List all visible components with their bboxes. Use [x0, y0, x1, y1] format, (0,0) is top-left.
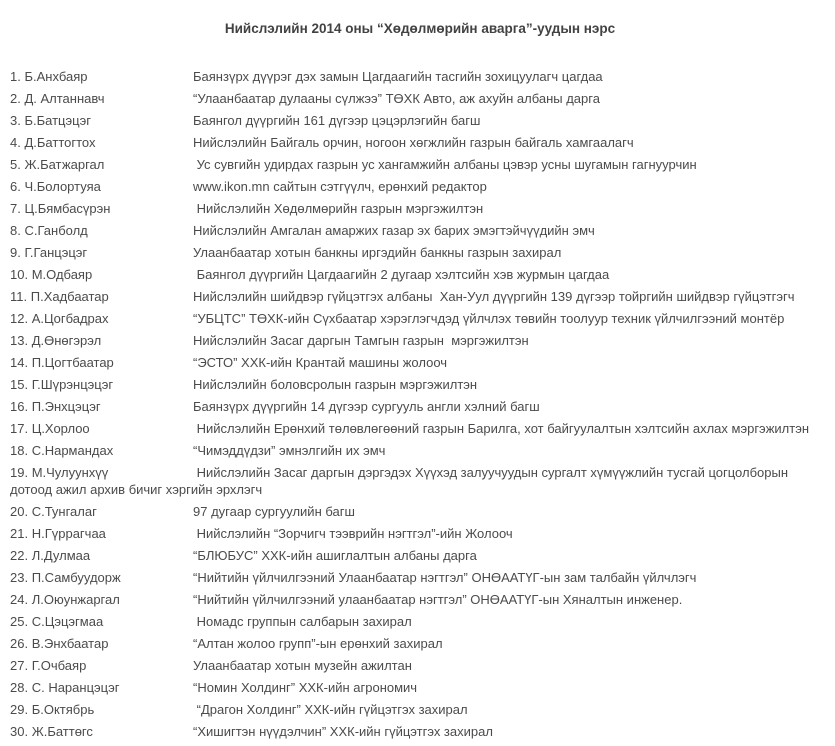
list-item — [10, 635, 830, 652]
list-item — [10, 525, 830, 542]
awardee-name: С. Наранцэцэг — [31, 680, 120, 695]
awardee-description: “Улаанбаатар дулааны сүлжээ” ТӨХК Авто, аж ахуйн албаны дарга — [193, 91, 600, 106]
awardee-description: Баянзүрх дүүргийн 14 дүгээр сургууль англи хэлний багш — [193, 399, 540, 414]
awardee-name: Ц.Хорлоо — [31, 421, 90, 436]
awardee-name: Ж.Батжаргал — [24, 157, 105, 172]
awardee-number: 17. — [10, 421, 29, 436]
list-item — [10, 310, 830, 327]
list-item — [10, 178, 830, 195]
awardee-number: 4. — [10, 135, 21, 150]
awardee-name-cell — [10, 90, 193, 107]
awardee-description: Нийслэлийн Засаг даргын дэргэдэх Хүүхэд залуучуудын сургалт хүмүүжлийн тусгай цогцолборын дотоод ажил архив бичиг хэргийн эрхлэгч — [10, 465, 792, 497]
list-item — [10, 657, 830, 674]
awardee-number: 20. — [10, 504, 29, 519]
awardee-description: “ЭСТО” ХХК-ийн Крантай машины жолооч — [193, 355, 448, 370]
list-item — [10, 332, 830, 349]
list-item — [10, 134, 830, 151]
awardee-name-cell — [10, 547, 193, 564]
list-item — [10, 723, 830, 740]
awardee-name: Г.Шүрэнцэцэг — [31, 377, 114, 392]
awardee-description: Нийслэлийн Хөдөлмөрийн газрын мэргэжилтэн — [193, 201, 484, 216]
awardee-number: 22. — [10, 548, 29, 563]
list-item — [10, 420, 830, 437]
awardee-description: Нийслэлийн боловсролын газрын мэргэжилтэн — [193, 377, 478, 392]
awardee-number: 8. — [10, 223, 21, 238]
awardee-description: Нийслэлийн Байгаль орчин, ногоон хөгжлийн газрын байгаль хамгаалагч — [193, 135, 634, 150]
awardee-number: 27. — [10, 658, 29, 673]
awardee-name-cell — [10, 503, 193, 520]
awardee-name-cell — [10, 525, 193, 542]
awardee-description: Нийслэлийн Засаг даргын Тамгын газрын мэргэжилтэн — [193, 333, 529, 348]
awardee-number: 19. — [10, 465, 29, 480]
awardee-name: Г.Очбаяр — [31, 658, 87, 673]
awardee-number: 11. — [10, 289, 28, 304]
awardee-name: Д.Баттогтох — [24, 135, 96, 150]
awardee-name-cell — [10, 310, 193, 327]
awardee-name-cell — [10, 613, 193, 630]
awardee-name-cell — [10, 591, 193, 608]
list-item — [10, 464, 830, 498]
awardee-description: Баянгол дүүргийн Цагдаагийн 2 дугаар хэлтсийн хэв журмын цагдаа — [193, 267, 610, 282]
awardee-name: Л.Дулмаа — [31, 548, 91, 563]
awardee-number: 12. — [10, 311, 29, 326]
awardee-number: 28. — [10, 680, 29, 695]
awardee-number: 10. — [10, 267, 29, 282]
awardee-name-cell — [10, 679, 193, 696]
awardee-description: “Нийтийн үйлчилгээний Улаанбаатар нэгтгэл” ОНӨААТҮГ-ын зам талбайн үйлчлэгч — [193, 570, 697, 585]
awardee-number: 7. — [10, 201, 21, 216]
awardee-name-cell — [10, 178, 193, 195]
list-item — [10, 613, 830, 630]
awardee-number: 23. — [10, 570, 29, 585]
awardee-description: “Хишигтэн нүүдэлчин” ХХК-ийн гүйцэтгэх захирал — [193, 724, 493, 739]
awardee-name-cell — [10, 332, 193, 349]
awardee-name: Д.Өнөгэрэл — [31, 333, 102, 348]
awardee-name-cell — [10, 112, 193, 129]
awardee-name-cell — [10, 701, 193, 718]
awardee-name: Б.Анхбаяр — [24, 69, 88, 84]
awardee-name-cell — [10, 134, 193, 151]
awardee-number: 6. — [10, 179, 21, 194]
page-title: Нийслэлийн 2014 оны “Хөдөлмөрийн аварга”-уудын нэрс — [224, 21, 616, 36]
awardee-description: Баянзүрх дүүрэг дэх замын Цагдаагийн тасгийн зохицуулагч цагдаа — [193, 69, 603, 84]
awardee-name: Н.Гүррагчаа — [31, 526, 106, 541]
awardee-name: А.Цогбадрах — [31, 311, 109, 326]
awardee-description: “БЛЮБУС” ХХК-ийн ашиглалтын албаны дарга — [193, 548, 477, 563]
awardee-number: 14. — [10, 355, 29, 370]
awardee-description: Нийслэлийн Амгалан амаржих газар эх барих эмэгтэйчүүдийн эмч — [193, 223, 595, 238]
awardee-description: Номадс группын салбарын захирал — [193, 614, 412, 629]
awardee-name-cell — [10, 156, 193, 173]
awardee-description: Нийслэлийн Ерөнхий төлөвлөгөөний газрын Барилга, хот байгуулалтын хэлтсийн ахлах мэргэжилтэн — [193, 421, 810, 436]
list-item — [10, 701, 830, 718]
awardee-number: 15. — [10, 377, 29, 392]
awardee-name: П.Хадбаатар — [30, 289, 109, 304]
awardee-number: 3. — [10, 113, 21, 128]
list-item — [10, 376, 830, 393]
list-item — [10, 266, 830, 283]
list-item — [10, 591, 830, 608]
awardee-name-cell — [10, 398, 193, 415]
list-item — [10, 244, 830, 261]
awardee-name-cell — [10, 569, 193, 586]
list-item — [10, 156, 830, 173]
awardee-description: Улаанбаатар хотын банкны иргэдийн банкны газрын захирал — [193, 245, 562, 260]
awardee-name-cell — [10, 222, 193, 239]
list-item — [10, 200, 830, 217]
awardee-number: 29. — [10, 702, 29, 717]
awardee-number: 24. — [10, 592, 29, 607]
awardee-number: 16. — [10, 399, 29, 414]
awardee-name: Ж.Баттөгс — [31, 724, 93, 739]
awardee-description: “УБЦТС” ТӨХК-ийн Сүхбаатар хэрэглэгчдэд үйлчлэх төвийн тоолуур техник үйлчилгээний монтёр — [193, 311, 785, 326]
list-item — [10, 222, 830, 239]
awardee-name: Л.Оюунжаргал — [31, 592, 120, 607]
list-item — [10, 68, 830, 85]
awardee-name-cell — [10, 266, 193, 283]
awardee-name: В.Энхбаатар — [31, 636, 109, 651]
awardee-name: П.Цогтбаатар — [31, 355, 114, 370]
awardee-name: М.Чулуунхүү — [31, 465, 109, 480]
awardee-name-cell — [10, 635, 193, 652]
awardee-name: П.Энхцэцэг — [31, 399, 101, 414]
awardee-name-cell — [10, 420, 193, 437]
awardee-description: “Чимэддүдзи” эмнэлгийн их эмч — [193, 443, 386, 458]
awardee-name: Б.Октябрь — [31, 702, 95, 717]
awardee-name: Ч.Болортуяа — [24, 179, 101, 194]
list-item — [10, 547, 830, 564]
awardee-name-cell — [10, 68, 193, 85]
list-item — [10, 90, 830, 107]
list-item — [10, 679, 830, 696]
awardee-number: 2. — [10, 91, 21, 106]
awardee-name: Д. Алтаннавч — [24, 91, 105, 106]
awardee-description: Баянгол дүүргийн 161 дүгээр цэцэрлэгийн багш — [193, 113, 481, 128]
awardee-number: 18. — [10, 443, 29, 458]
awardee-description: Улаанбаатар хотын музейн ажилтан — [193, 658, 412, 673]
list-item — [10, 569, 830, 586]
awardee-name-cell — [10, 442, 193, 459]
awardee-name-cell — [10, 244, 193, 261]
awardee-name: П.Самбуудорж — [31, 570, 121, 585]
awardee-description: “Драгон Холдинг” ХХК-ийн гүйцэтгэх захирал — [193, 702, 468, 717]
awardee-number: 9. — [10, 245, 21, 260]
list-item — [10, 442, 830, 459]
awardee-name: С.Нармандах — [31, 443, 114, 458]
awardee-name-cell — [10, 464, 193, 481]
awardee-name-cell — [10, 288, 193, 305]
awardee-number: 25. — [10, 614, 29, 629]
awardee-description: Нийслэлийн “Зорчигч тээврийн нэгтгэл”-ийн Жолооч — [193, 526, 513, 541]
awardee-number: 1. — [10, 69, 21, 84]
awardee-description: “Алтан жолоо групп”-ын ерөнхий захирал — [193, 636, 443, 651]
awardee-name: С.Ганболд — [24, 223, 88, 238]
awardee-description: Ус сувгийн удирдах газрын ус хангамжийн албаны цэвэр усны шугамын гагнуурчин — [193, 157, 697, 172]
awardee-name-cell — [10, 200, 193, 217]
list-item — [10, 354, 830, 371]
awardee-number: 26. — [10, 636, 29, 651]
awardee-number: 21. — [10, 526, 29, 541]
awardee-name: С.Тунгалаг — [31, 504, 97, 519]
awardee-description: Нийслэлийн шийдвэр гүйцэтгэх албаны Хан-Уул дүүргийн 139 дүгээр тойргийн шийдвэр гүйцэтгэгч — [193, 289, 795, 304]
awardee-description: 97 дугаар сургуулийн багш — [193, 504, 355, 519]
awardee-name: М.Одбаяр — [31, 267, 93, 282]
awardee-number: 5. — [10, 157, 21, 172]
awardee-name-cell — [10, 354, 193, 371]
awardee-name: Г.Ганцэцэг — [24, 245, 88, 260]
awardee-description: “Номин Холдинг” ХХК-ийн агрономич — [193, 680, 418, 695]
awardee-name: Ц.Бямбасүрэн — [24, 201, 111, 216]
awardee-name: Б.Батцэцэг — [24, 113, 91, 128]
document-page — [0, 20, 835, 740]
awardee-name-cell — [10, 723, 193, 740]
list-item — [10, 398, 830, 415]
awardee-name-cell — [10, 657, 193, 674]
awardee-name: С.Цэцэгмаа — [31, 614, 104, 629]
awardee-number: 30. — [10, 724, 29, 739]
awardee-number: 13. — [10, 333, 29, 348]
awardee-description: www.ikon.mn сайтын сэтгүүлч, ерөнхий редактор — [193, 179, 487, 194]
awardee-list — [10, 68, 830, 740]
list-item — [10, 503, 830, 520]
awardee-description: “Нийтийн үйлчилгээний улаанбаатар нэгтгэл” ОНӨААТҮГ-ын Хяналтын инженер. — [193, 592, 683, 607]
list-item — [10, 288, 830, 305]
list-item — [10, 112, 830, 129]
awardee-name-cell — [10, 376, 193, 393]
